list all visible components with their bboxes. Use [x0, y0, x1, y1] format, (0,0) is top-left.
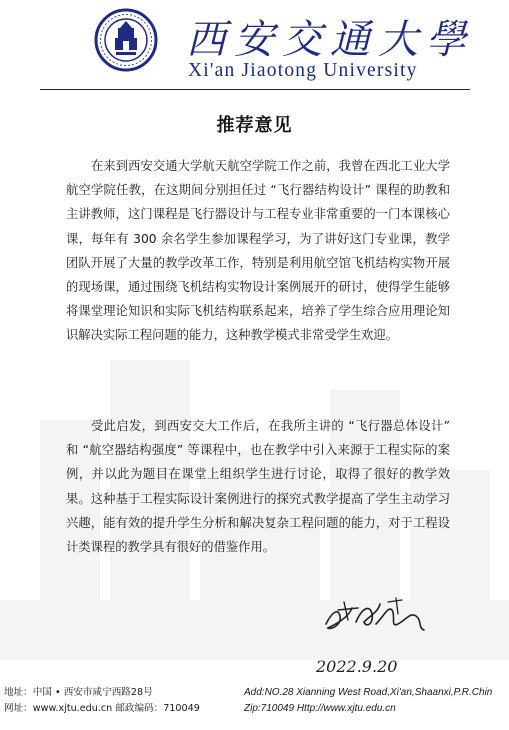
footer-english	[244, 685, 492, 717]
footer-web-cn: 网址：www.xjtu.edu.cn 邮政编码：710049	[4, 703, 200, 714]
handwritten-signature	[318, 594, 428, 638]
footer-chinese	[4, 685, 200, 717]
university-name-chinese: 西安交通大學	[186, 17, 474, 63]
footer-address-cn: 地址：中国 • 西安市咸宁西路28号	[4, 687, 153, 698]
signature-date	[314, 650, 424, 680]
document-title: 推荐意见	[216, 115, 293, 136]
footer-address-en: Add:NO.28 Xianning West Road,Xi'an,Shaanxi,P.R.Chin	[244, 687, 493, 698]
university-seal-icon	[94, 8, 158, 72]
paragraph-2: 受此启发，到西安交大工作后，在我所主讲的 “飞行器总体设计” 和 “航空器结构强度” 等课程中，也在教学中引入来源于工程实际的案例，并以此为题目在课堂上组织学生进行讨论，取得了很好的教学效果。这种基于工程实际设计案例进行的探究式教学提高了学生主动学习兴趣，能有效的提升学生分析和解决复杂工程问题的能力，对于工程设计类课程的教学具有很好的借鉴作用。	[66, 419, 450, 555]
letterhead	[0, 0, 509, 92]
university-name-english: Xi'an Jiaotong University	[188, 60, 418, 81]
footer-web-en: Zip:710049 Http://www.xjtu.edu.cn	[244, 703, 396, 714]
header-divider	[40, 89, 470, 90]
date-text: 2022.9.20	[316, 657, 398, 676]
paragraph-1: 在来到西安交通大学航天航空学院工作之前，我曾在西北工业大学航空学院任教，在这期间分别担任过 “飞行器结构设计” 课程的助教和主讲教师，这门课程是飞行器设计与工程专业非常重要的一门本课核心课，每年有 300 余名学生参加课程学习，为了讲好这门专业课，教学团队开展了大量的教学改革工作，特别是利用航空馆飞机结构实物开展的现场课，通过围绕飞机结构实物设计案例展开的研讨，使得学生能够将课堂理论知识和实际飞机结构联系起来，培养了学生综合应用理论知识解决实际工程问题的能力，这种教学模式非常受学生欢迎。	[66, 159, 450, 343]
handwritten-date	[314, 650, 424, 680]
